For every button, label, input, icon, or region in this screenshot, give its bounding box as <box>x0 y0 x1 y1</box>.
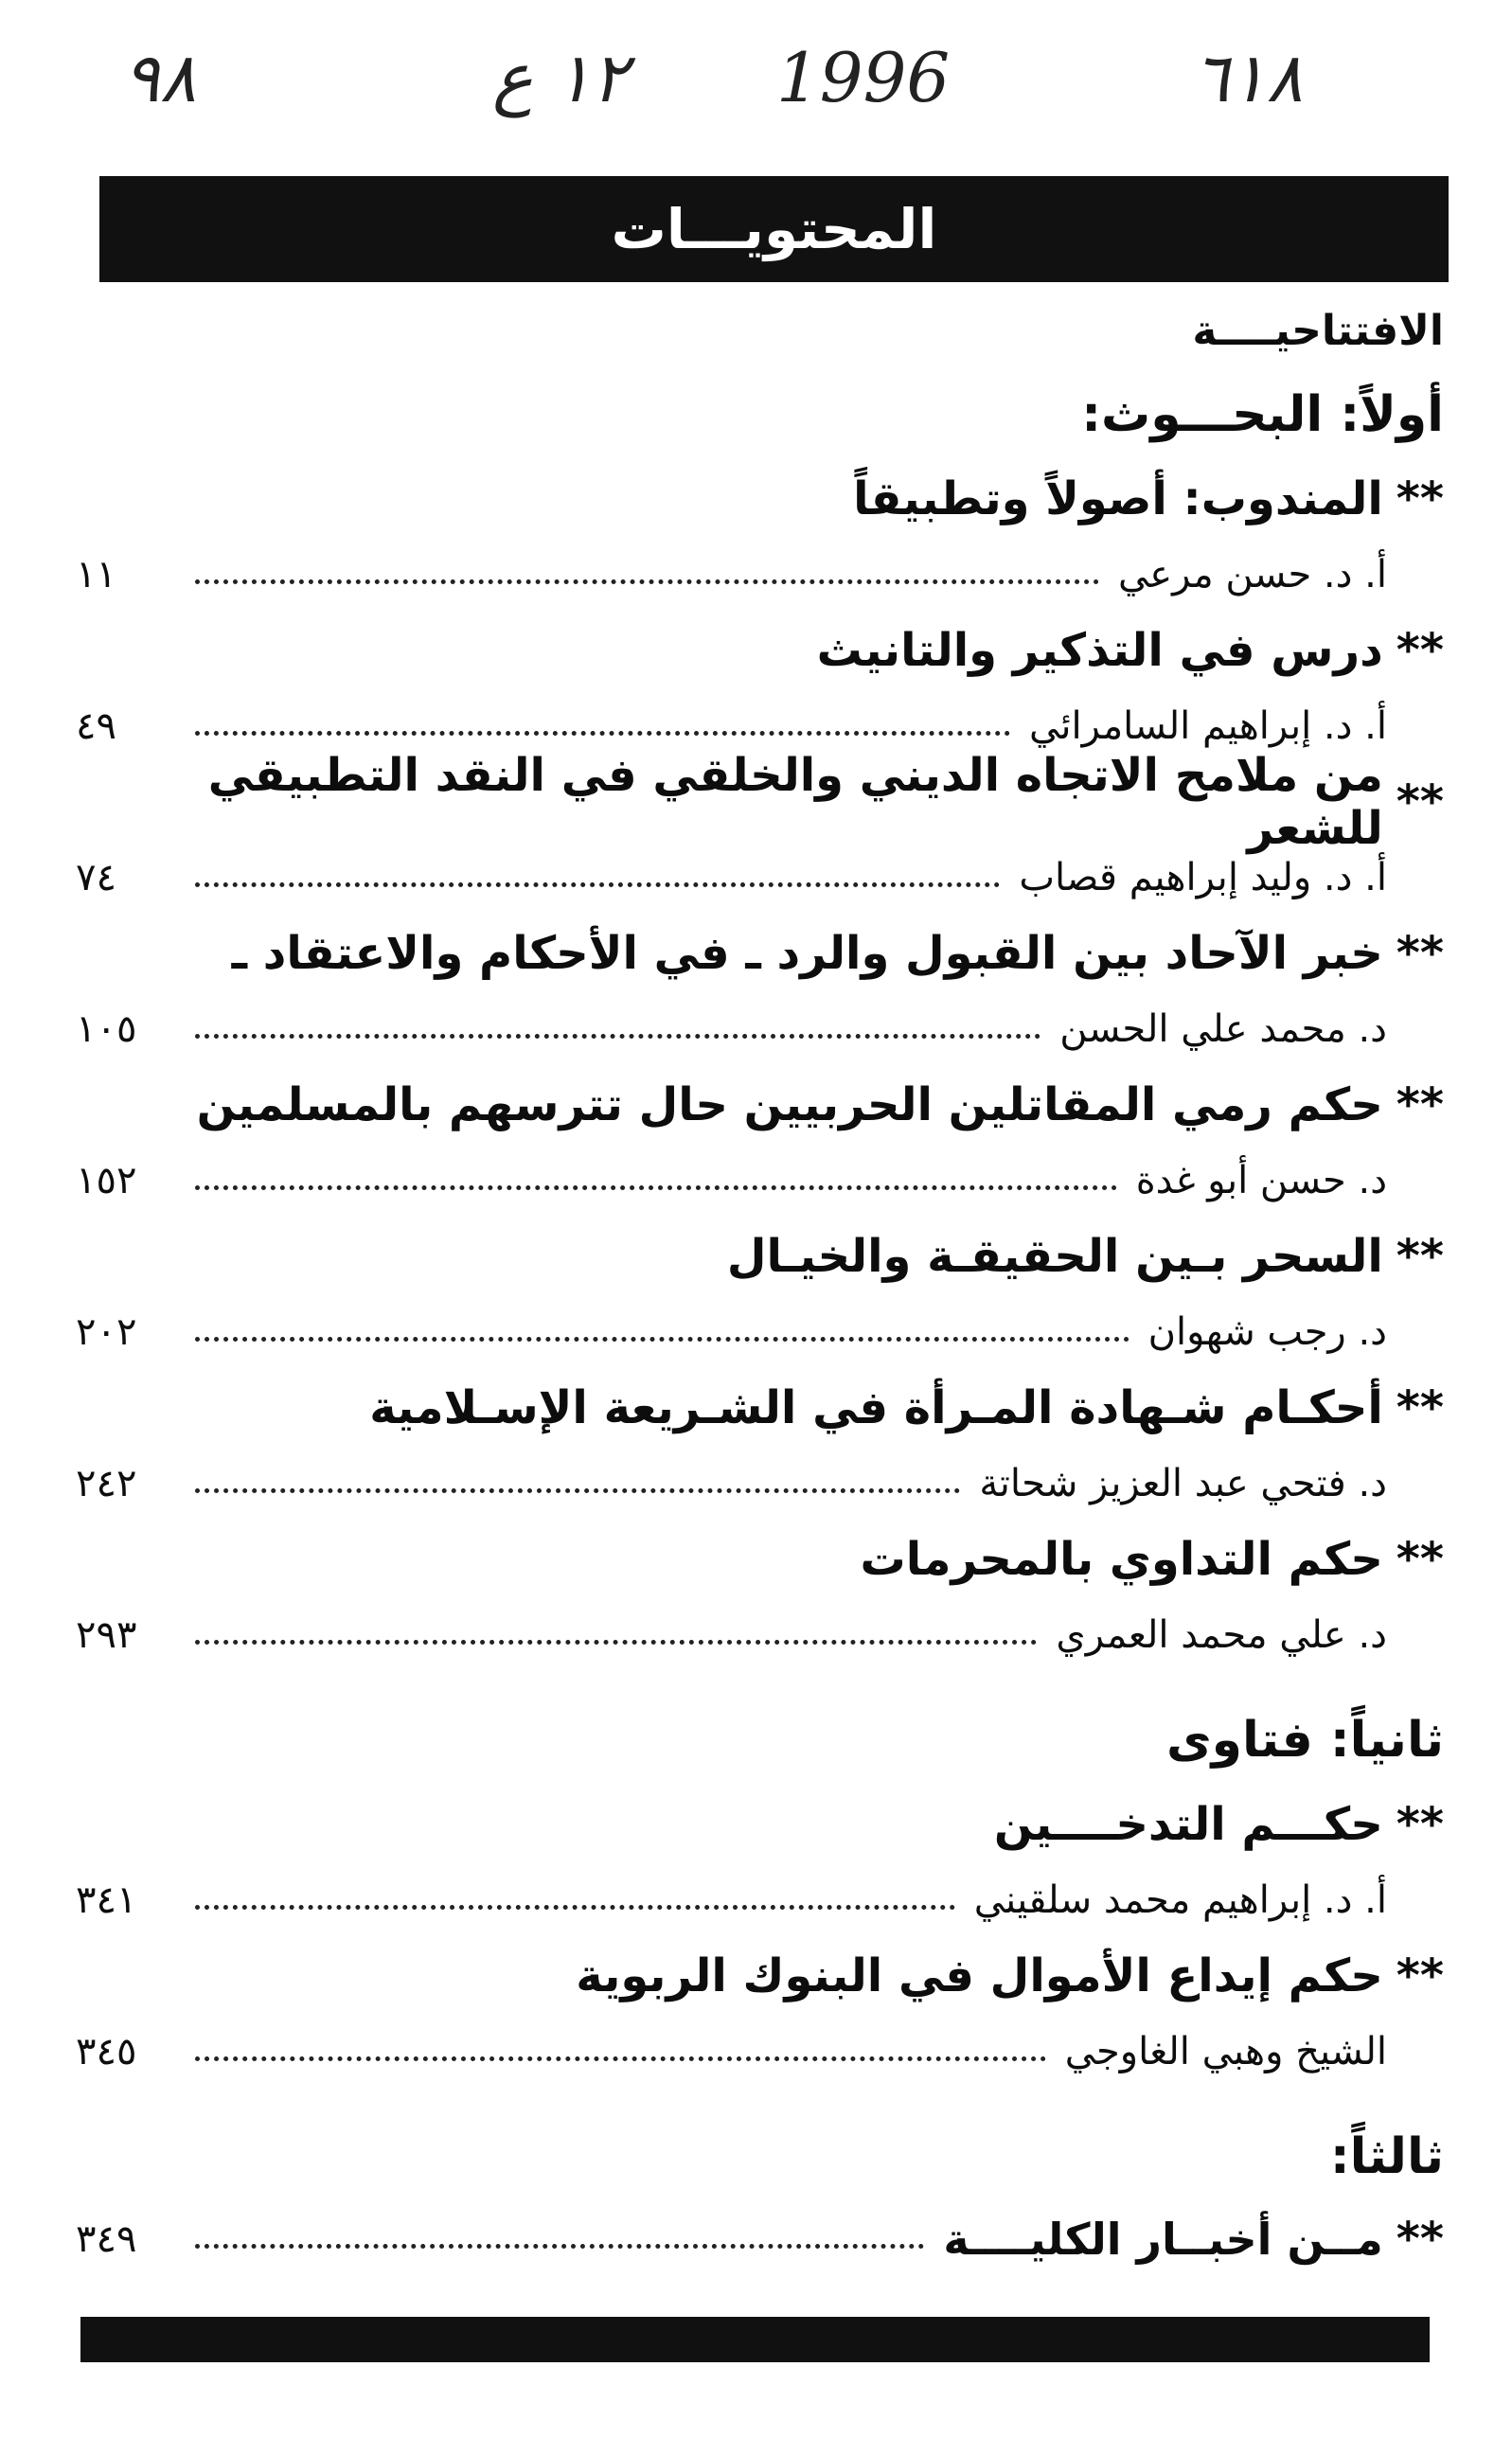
bullet-stars: ** <box>1396 1230 1444 1283</box>
page-title-bar <box>99 176 1449 282</box>
page-number: ٢٤٢ <box>76 1462 137 1505</box>
handwritten-note: 1996 <box>776 38 951 117</box>
author-name: د. فتحي عبد العزيز شحاتة <box>979 1462 1387 1505</box>
handwritten-note: ١٢ ع <box>492 38 629 117</box>
section-heading: ثالثاً: <box>1329 2128 1444 2185</box>
bullet-stars: ** <box>1396 1949 1444 2002</box>
toc-article-title[interactable]: ** حكـــم التدخــــين <box>993 1798 1444 1851</box>
page-number: ١٥٢ <box>76 1159 137 1202</box>
section-heading: أولاً: البحـــوث: <box>1081 386 1444 443</box>
toc-author-line[interactable] <box>76 1295 1444 1369</box>
bullet-stars: ** <box>1396 1078 1444 1131</box>
toc-author-line[interactable] <box>76 2015 1444 2089</box>
author-name: أ. د. حسن مرعي <box>1117 553 1387 596</box>
page-number: ٣٤٩ <box>76 2217 137 2261</box>
section-heading: ثانياً: فتاوى <box>1165 1712 1444 1769</box>
page-number: ٣٤٥ <box>76 2030 137 2073</box>
opening-label: الافتتاحيــــة <box>1192 306 1444 355</box>
handwritten-annotations <box>123 38 1354 142</box>
author-name: د. رجب شهوان <box>1147 1310 1387 1354</box>
page-number: ٤٩ <box>76 704 116 748</box>
page-title: المحتويـــات <box>611 197 937 261</box>
bullet-stars: ** <box>1396 1381 1444 1434</box>
table-of-contents <box>76 292 1444 2276</box>
handwritten-note: ٩٨ <box>123 38 197 117</box>
toc-article-title[interactable]: ** حكم التداوي بالمحرمات <box>860 1533 1444 1586</box>
bullet-stars: ** <box>1396 624 1444 677</box>
toc-article-title[interactable]: ** خبر الآحاد بين القبول والرد ـ في الأحكام والاعتقاد ـ <box>231 927 1444 980</box>
page-number: ١١ <box>76 553 116 596</box>
page-number: ١٠٥ <box>76 1007 137 1051</box>
dot-leader <box>195 2244 924 2249</box>
toc-final-entry[interactable] <box>76 2202 1444 2276</box>
toc-article-title[interactable]: ** درس في التذكير والتانيث <box>816 624 1444 677</box>
dot-leader <box>195 1640 1037 1645</box>
toc-author-line[interactable] <box>76 992 1444 1066</box>
bullet-stars: ** <box>1396 472 1444 525</box>
dot-leader <box>195 1337 1130 1342</box>
bullet-stars: ** <box>1396 927 1444 980</box>
page-number: ٧٤ <box>76 856 116 899</box>
page-number: ٢٠٢ <box>76 1310 137 1354</box>
author-name: د. علي محمد العمري <box>1056 1613 1387 1657</box>
opening-entry[interactable] <box>76 292 1444 369</box>
toc-author-line[interactable] <box>76 841 1444 915</box>
author-name: الشيخ وهبي الغاوجي <box>1064 2030 1387 2073</box>
dot-leader <box>195 882 1000 887</box>
dot-leader <box>195 1905 955 1910</box>
dot-leader <box>195 579 1099 584</box>
page-number: ٢٩٣ <box>76 1613 137 1657</box>
dot-leader <box>195 731 1010 736</box>
toc-author-line[interactable] <box>76 538 1444 612</box>
dot-leader <box>195 1488 960 1493</box>
author-name: أ. د. إبراهيم محمد سلقيني <box>973 1878 1387 1922</box>
author-name: د. محمد علي الحسن <box>1059 1007 1387 1051</box>
toc-article-title[interactable]: ** من ملامح الاتجاه الديني والخلقي في النقد التطبيقي للشعر <box>207 749 1444 855</box>
bullet-stars: ** <box>1396 2213 1444 2266</box>
toc-article-title[interactable]: ** أحكـام شـهادة المـرأة في الشـريعة الإسـلامية <box>369 1381 1444 1434</box>
toc-author-line[interactable] <box>76 1598 1444 1672</box>
bullet-stars: ** <box>1396 1533 1444 1586</box>
entry-title: مــن أخبــار الكليــــة <box>943 2214 1383 2265</box>
dot-leader <box>195 2056 1046 2061</box>
page-number: ٣٤١ <box>76 1878 137 1922</box>
toc-author-line[interactable] <box>76 1447 1444 1521</box>
toc-article-title[interactable]: ** حكم رمي المقاتلين الحربيين حال تترسهم بالمسلمين <box>196 1078 1444 1131</box>
toc-article-title[interactable]: ** المندوب: أصولاً وتطبيقاً <box>853 472 1444 525</box>
author-name: أ. د. إبراهيم السامرائي <box>1029 704 1387 748</box>
toc-author-line[interactable] <box>76 1863 1444 1937</box>
bullet-stars: ** <box>1396 775 1444 828</box>
toc-author-line[interactable] <box>76 1144 1444 1218</box>
author-name: د. حسن أبو غدة <box>1135 1159 1387 1202</box>
toc-article-title[interactable]: ** السحر بـين الحقيقـة والخيـال <box>726 1230 1444 1283</box>
author-name: أ. د. وليد إبراهيم قصاب <box>1019 856 1387 899</box>
dot-leader <box>195 1034 1041 1039</box>
dot-leader <box>195 1185 1117 1190</box>
bottom-rule <box>80 2317 1430 2362</box>
bullet-stars: ** <box>1396 1798 1444 1851</box>
handwritten-note: ٦١٨ <box>1193 38 1304 117</box>
toc-article-title[interactable]: ** حكم إيداع الأموال في البنوك الربوية <box>576 1949 1444 2002</box>
